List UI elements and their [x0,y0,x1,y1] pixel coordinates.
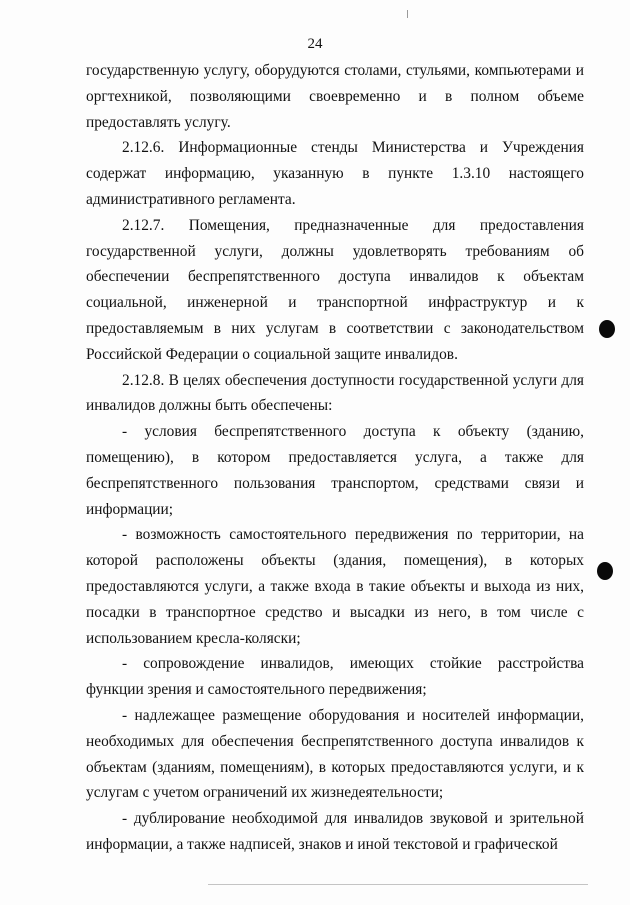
list-item-accompaniment: - сопровождение инвалидов, имеющих стойкие расстройства функции зрения и самостоятельного передвижения; [86,655,584,699]
page-number: 24 [307,36,323,52]
list-item-access-conditions: - условия беспрепятственного доступа к объекту (зданию, помещению), в котором предоставляется услуга, а также для беспрепятственного пользования транспортом, средствами связи и информации; [86,423,584,518]
document-body [86,58,584,858]
scan-edge-line [208,884,588,885]
paragraph-2-12-7: 2.12.7. Помещения, предназначенные для предоставления государственной услуги, должны удовлетворять требованиям об обеспечении беспрепятственного доступа инвалидов к объектам социальной, инженерной и транспортной инфраструктур и к предоставляемым в них услугам в соответствии с законодательством Российской Федерации о социальной защите инвалидов. [86,216,584,363]
binder-hole-mark [599,320,615,338]
list-item-information-duplication: - дублирование необходимой для инвалидов звуковой и зрительной информации, а также надписей, знаков и иной текстовой и графической [86,810,584,853]
list-item-equipment-placement: - надлежащее размещение оборудования и носителей информации, необходимых для обеспечения беспрепятственного доступа инвалидов к объектам (зданиям, помещениям), в которых предоставляются услуги, и к услугам с учетом ограничений их жизнедеятельности; [86,706,584,802]
paragraph-continuation: государственную услугу, оборудуются столами, стульями, компьютерами и оргтехникой, позволяющими своевременно и в полном объеме предоставлять услугу. [86,62,584,131]
paragraph-2-12-8: 2.12.8. В целях обеспечения доступности государственной услуги для инвалидов должны быть обеспечены: [86,371,584,415]
scan-speck [407,10,408,18]
paragraph-2-12-6: 2.12.6. Информационные стенды Министерства и Учреждения содержат информацию, указанную в пункте 1.3.10 настоящего административного регламента. [86,139,584,208]
binder-hole-mark [597,562,613,580]
list-item-independent-movement: - возможность самостоятельного передвижения по территории, на которой расположены объекты (здания, помещения), в которых предоставляются услуги, а также входа в такие объекты и выхода из них, посадки в транспортное средство и высадки из него, в том числе с использованием кресла-коляски; [86,526,584,647]
